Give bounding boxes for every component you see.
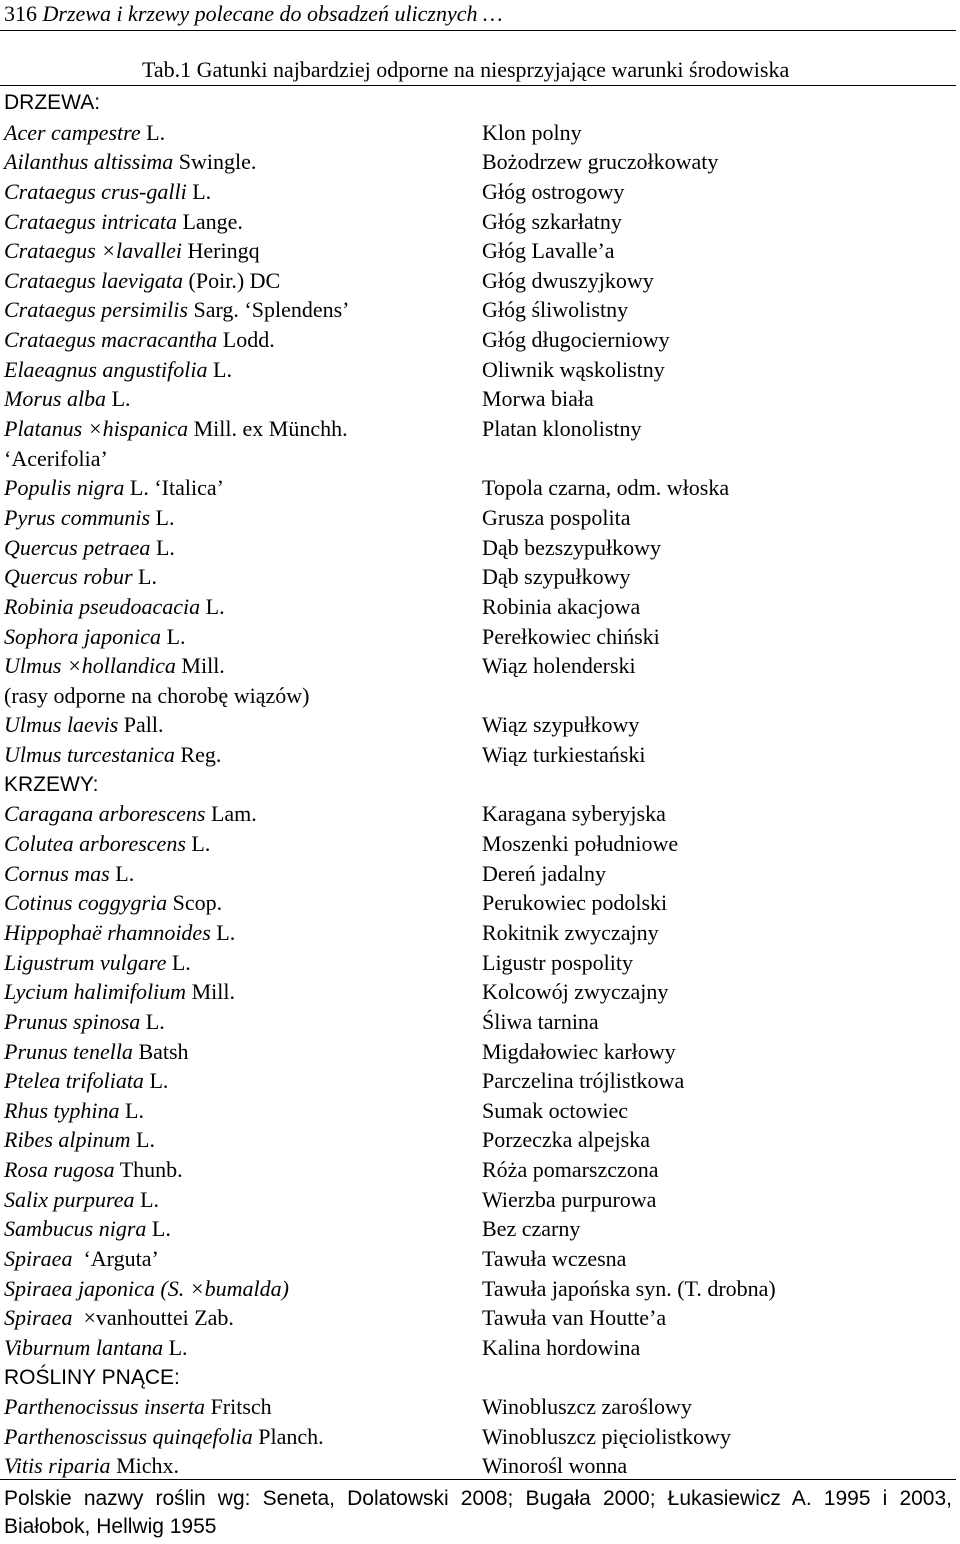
polish-name: Morwa biała: [482, 386, 594, 412]
row-note: ‘Acerifolia’: [4, 445, 108, 471]
latin-name: Crataegus crus-galli: [4, 178, 187, 204]
author-citation: L.: [119, 1097, 144, 1123]
note-row: [4, 681, 956, 711]
polish-name: Robinia akacjowa: [482, 593, 641, 619]
table-row: [4, 1007, 956, 1037]
latin-name-cell: [4, 147, 256, 177]
table-row: [4, 1333, 956, 1363]
polish-name: Winobluszcz zaroślowy: [482, 1394, 692, 1420]
author-citation: Pall.: [118, 712, 164, 738]
latin-name: Ptelea trifoliata: [4, 1068, 144, 1094]
latin-name: Prunus spinosa: [4, 1008, 141, 1034]
polish-name: Śliwa tarnina: [482, 1008, 599, 1034]
table-row: [4, 533, 956, 563]
table-row: [4, 829, 956, 859]
latin-name: Ulmus turcestanica: [4, 742, 175, 768]
table-row: [4, 562, 956, 592]
polish-name: Głóg ostrogowy: [482, 178, 625, 204]
running-head-title: Drzewa i krzewy polecane do obsadzeń ulicznych …: [42, 1, 503, 26]
polish-name: Wierzba purpurowa: [482, 1186, 657, 1212]
latin-name: Crataegus macracantha: [4, 327, 218, 353]
polish-name: Głóg szkarłatny: [482, 208, 622, 234]
latin-name: Rhus typhina: [4, 1097, 120, 1123]
polish-name: Głóg śliwolistny: [482, 297, 629, 323]
author-citation: Scop.: [167, 890, 223, 916]
latin-name-cell: [4, 207, 243, 237]
latin-name: Colutea arborescens: [4, 831, 186, 857]
latin-name: Spiraea: [4, 1245, 73, 1271]
latin-name: Hippophaë rhamnoides: [4, 919, 211, 945]
polish-name: Oliwnik wąskolistny: [482, 356, 665, 382]
author-citation: L.: [163, 1334, 188, 1360]
author-citation: Swingle.: [173, 149, 257, 175]
table-row: [4, 1244, 956, 1274]
polish-name: Kolcowój zwyczajny: [482, 979, 669, 1005]
polish-name: Sumak octowiec: [482, 1097, 629, 1123]
latin-name: Elaeagnus angustifolia: [4, 356, 208, 382]
latin-name: Pyrus communis: [4, 504, 151, 530]
author-citation: Michx.: [110, 1453, 180, 1479]
latin-name-cell: [4, 384, 131, 414]
latin-name-cell: [4, 562, 157, 592]
latin-name: Rosa rugosa: [4, 1157, 115, 1183]
table-row: [4, 503, 956, 533]
author-citation: Reg.: [174, 742, 222, 768]
author-citation: L.: [161, 623, 186, 649]
table-bottom-rule: [0, 1479, 956, 1480]
latin-name-cell: [4, 503, 175, 533]
polish-name: Karagana syberyjska: [482, 801, 666, 827]
latin-name-cell: [4, 533, 175, 563]
latin-name-cell: [4, 1037, 189, 1067]
latin-name: Prunus tenella: [4, 1038, 133, 1064]
table-row: [4, 740, 956, 770]
polish-name: Topola czarna, odm. włoska: [482, 475, 730, 501]
polish-name: Kalina hordowina: [482, 1334, 641, 1360]
source-note: Polskie nazwy roślin wg: Seneta, Dolatowski 2008; Bugała 2000; Łukasiewicz A. 1995 i 2003, Białobok, Hellwig 1955: [4, 1487, 952, 1538]
table-row: [4, 295, 956, 325]
polish-name: Dereń jadalny: [482, 860, 606, 886]
author-citation: L.: [186, 178, 212, 204]
page-number: 316: [4, 1, 37, 26]
header-rule: [0, 30, 956, 31]
table-row: [4, 266, 956, 296]
latin-name: Lycium halimifolium: [4, 979, 187, 1005]
author-citation: Lange.: [176, 208, 243, 234]
latin-name: Platanus ×hispanica: [4, 416, 189, 442]
table-row: [4, 1037, 956, 1067]
author-citation: L.: [140, 1008, 165, 1034]
latin-name-cell: [4, 325, 275, 355]
polish-name: Róża pomarszczona: [482, 1157, 659, 1183]
latin-name: Morus alba: [4, 386, 107, 412]
author-citation: L.: [185, 831, 211, 857]
polish-name: Migdałowiec karłowy: [482, 1038, 676, 1064]
section-heading: KRZEWY:: [4, 772, 99, 796]
polish-name: Głóg dwuszyjkowy: [482, 267, 654, 293]
latin-name: Crataegus ×lavallei: [4, 238, 182, 264]
polish-name: Wiąz holenderski: [482, 653, 636, 679]
author-citation: ×vanhouttei Zab.: [72, 1305, 234, 1331]
running-head: [4, 0, 503, 28]
latin-name-cell: [4, 1333, 188, 1363]
latin-name: Populis nigra: [4, 475, 125, 501]
latin-name-cell: [4, 1451, 179, 1481]
latin-name: Ulmus ×hollandica: [4, 653, 176, 679]
polish-name: Winorośl wonna: [482, 1453, 628, 1479]
table-row: [4, 1066, 956, 1096]
latin-name-cell: [4, 1125, 155, 1155]
section-heading: DRZEWA:: [4, 91, 101, 114]
latin-name: Vitis riparia: [4, 1453, 111, 1479]
latin-name-cell: [4, 1185, 159, 1215]
polish-name: Klon polny: [482, 119, 582, 145]
latin-name-cell: [4, 1303, 234, 1333]
author-citation: ‘Arguta’: [72, 1245, 159, 1271]
author-citation: Fritsch: [205, 1394, 272, 1420]
polish-name: Winobluszcz pięciolistkowy: [482, 1423, 732, 1449]
note-row: [4, 444, 956, 474]
latin-name-cell: [4, 1274, 289, 1304]
table-row: [4, 948, 956, 978]
latin-name: Salix purpurea: [4, 1186, 135, 1212]
author-citation: Sarg. ‘Splendens’: [187, 297, 350, 323]
author-citation: L.: [210, 919, 236, 945]
author-citation: L.: [166, 949, 191, 975]
latin-name: Cornus mas: [4, 860, 110, 886]
author-citation: L.: [106, 386, 131, 412]
table-row: [4, 592, 956, 622]
latin-name: Crataegus intricata: [4, 208, 177, 234]
latin-name: Quercus robur: [4, 564, 133, 590]
caption-rule: [0, 85, 956, 86]
author-citation: L.: [150, 534, 175, 560]
author-citation: L.: [140, 119, 166, 145]
latin-name: Acer campestre: [4, 119, 141, 145]
latin-name-cell: [4, 859, 134, 889]
section-heading: ROŚLINY PNĄCE:: [4, 1365, 180, 1389]
latin-name: Robinia pseudoacacia: [4, 593, 201, 619]
table-row: [4, 859, 956, 889]
table-row: [4, 1422, 956, 1452]
table-row: [4, 1096, 956, 1126]
table-row: [4, 473, 956, 503]
table-row: [4, 622, 956, 652]
latin-name: Caragana arborescens: [4, 801, 206, 827]
latin-name: Ligustrum vulgare: [4, 949, 167, 975]
table-caption: Tab.1 Gatunki najbardziej odporne na niesprzyjające warunki środowiska: [142, 57, 790, 82]
latin-name-cell: [4, 355, 232, 385]
section-row: [4, 770, 956, 800]
row-note: (rasy odporne na chorobę wiązów): [4, 682, 310, 708]
author-citation: Mill. ex Münchh.: [188, 416, 348, 442]
table-row: [4, 888, 956, 918]
latin-name: Sophora japonica: [4, 623, 162, 649]
latin-name-cell: [4, 740, 221, 770]
table-row: [4, 1125, 956, 1155]
latin-name-cell: [4, 473, 224, 503]
table-row: [4, 918, 956, 948]
author-citation: L. ‘Italica’: [124, 475, 224, 501]
polish-name: Dąb bezszypułkowy: [482, 534, 662, 560]
table-row: [4, 147, 956, 177]
section-row: [4, 1363, 956, 1393]
latin-name: Sambucus nigra: [4, 1216, 147, 1242]
author-citation: Planch.: [252, 1423, 324, 1449]
author-citation: L.: [109, 860, 135, 886]
latin-name-cell: [4, 414, 348, 444]
table-row: [4, 236, 956, 266]
latin-name-cell: [4, 799, 257, 829]
latin-name-cell: [4, 622, 186, 652]
table-row: [4, 977, 956, 1007]
species-table: [4, 88, 956, 1481]
latin-name-cell: [4, 651, 225, 681]
author-citation: L.: [150, 504, 175, 530]
latin-name-cell: [4, 1007, 165, 1037]
latin-name-cell: [4, 236, 260, 266]
latin-name: Ailanthus altissima: [4, 149, 174, 175]
table-row: [4, 118, 956, 148]
polish-name: Rokitnik zwyczajny: [482, 919, 659, 945]
polish-name: Platan klonolistny: [482, 416, 642, 442]
author-citation: L.: [132, 564, 157, 590]
author-citation: L.: [143, 1068, 169, 1094]
table-row: [4, 177, 956, 207]
polish-name: Parczelina trójlistkowa: [482, 1068, 685, 1094]
latin-name-cell: [4, 295, 350, 325]
polish-name: Wiąz szypułkowy: [482, 712, 640, 738]
table-row: [4, 355, 956, 385]
author-citation: (Poir.) DC: [183, 267, 281, 293]
latin-name: Parthenocissus inserta: [4, 1394, 206, 1420]
table-row: [4, 1451, 956, 1481]
latin-name-cell: [4, 1214, 171, 1244]
latin-name-cell: [4, 592, 225, 622]
latin-name: Spiraea: [4, 1305, 73, 1331]
table-row: [4, 710, 956, 740]
table-row: [4, 1392, 956, 1422]
latin-name-cell: [4, 1392, 272, 1422]
polish-name: Bez czarny: [482, 1216, 581, 1242]
author-citation: L.: [146, 1216, 171, 1242]
author-citation: Batsh: [132, 1038, 189, 1064]
latin-name-cell: [4, 948, 191, 978]
author-citation: L.: [130, 1127, 155, 1153]
table-row: [4, 651, 956, 681]
latin-name: Viburnum lantana: [4, 1334, 164, 1360]
author-citation: Thunb.: [114, 1157, 183, 1183]
latin-name-cell: [4, 177, 211, 207]
latin-name-cell: [4, 888, 222, 918]
polish-name: Perełkowiec chiński: [482, 623, 660, 649]
table-row: [4, 384, 956, 414]
latin-name-cell: [4, 918, 235, 948]
latin-name-cell: [4, 977, 235, 1007]
table-row: [4, 1303, 956, 1333]
table-row: [4, 1155, 956, 1185]
table-row: [4, 1214, 956, 1244]
latin-name: Parthenoscissus quinqefolia: [4, 1423, 253, 1449]
author-citation: Lodd.: [217, 327, 275, 353]
table-row: [4, 207, 956, 237]
author-citation: L.: [134, 1186, 160, 1212]
polish-name: Wiąz turkiestański: [482, 742, 646, 768]
latin-name-cell: [4, 829, 210, 859]
polish-name: Moszenki południowe: [482, 831, 679, 857]
table-row: [4, 1185, 956, 1215]
latin-name: Ulmus laevis: [4, 712, 119, 738]
polish-name: Głóg Lavalle’a: [482, 238, 615, 264]
polish-name: Głóg długocierniowy: [482, 327, 670, 353]
table-row: [4, 414, 956, 444]
latin-name: Cotinus coggygria: [4, 890, 168, 916]
polish-name: Perukowiec podolski: [482, 890, 668, 916]
latin-name-cell: [4, 710, 164, 740]
latin-name-cell: [4, 1066, 168, 1096]
latin-name: Crataegus persimilis: [4, 297, 188, 323]
polish-name: Grusza pospolita: [482, 504, 631, 530]
author-citation: Mill.: [186, 979, 235, 1005]
polish-name: Bożodrzew gruczołkowaty: [482, 149, 719, 175]
latin-name: Spiraea japonica (S. ×bumalda): [4, 1275, 289, 1301]
latin-name-cell: [4, 1244, 159, 1274]
polish-name: Ligustr pospolity: [482, 949, 633, 975]
polish-name: Tawuła japońska syn. (T. drobna): [482, 1275, 776, 1301]
latin-name-cell: [4, 1422, 324, 1452]
latin-name-cell: [4, 1155, 183, 1185]
author-citation: Lam.: [205, 801, 257, 827]
polish-name: Tawuła wczesna: [482, 1245, 627, 1271]
polish-name: Porzeczka alpejska: [482, 1127, 650, 1153]
latin-name-cell: [4, 118, 165, 148]
table-row: [4, 325, 956, 355]
author-citation: L.: [200, 593, 225, 619]
section-row: [4, 88, 956, 118]
table-row: [4, 799, 956, 829]
latin-name: Quercus petraea: [4, 534, 151, 560]
polish-name: Dąb szypułkowy: [482, 564, 631, 590]
table-row: [4, 1274, 956, 1304]
author-citation: Mill.: [175, 653, 225, 679]
author-citation: L.: [207, 356, 232, 382]
latin-name: Ribes alpinum: [4, 1127, 131, 1153]
polish-name: Tawuła van Houtte’a: [482, 1305, 667, 1331]
author-citation: Heringq: [182, 238, 260, 264]
latin-name: Crataegus laevigata: [4, 267, 184, 293]
latin-name-cell: [4, 1096, 144, 1126]
latin-name-cell: [4, 266, 280, 296]
